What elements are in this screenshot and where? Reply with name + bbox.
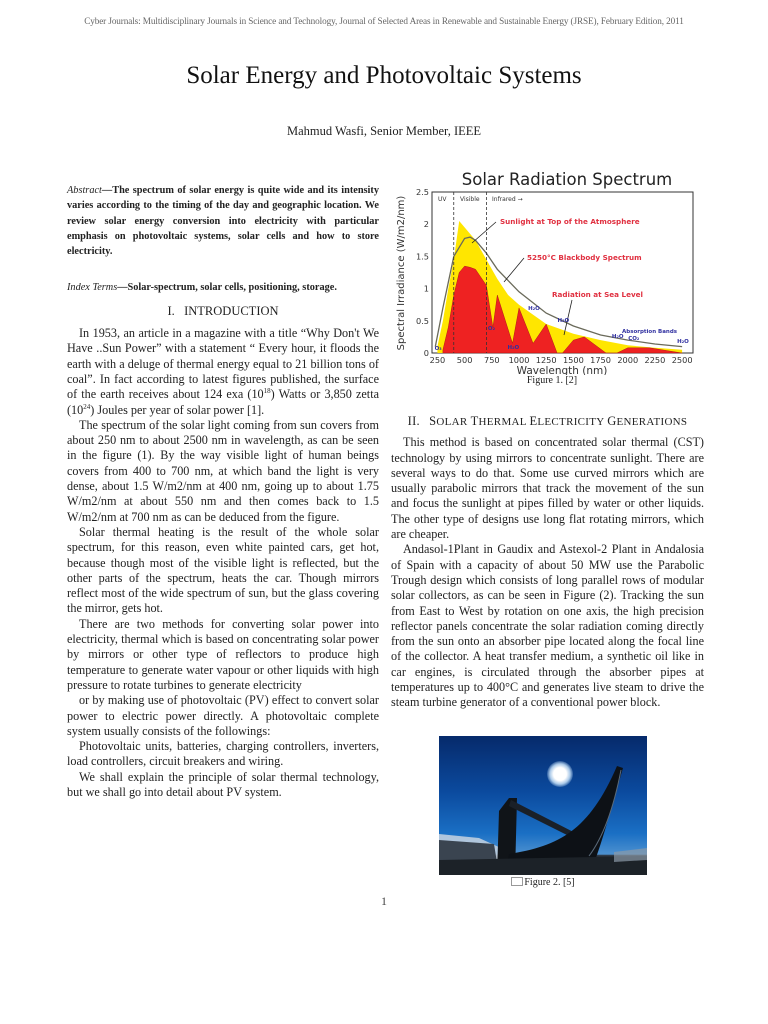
figure-2-caption [439, 877, 647, 888]
paragraph: There are two methods for converting solar power into electricity, thermal which is based on concentrating solar power by mirrors or other type of reflectors to produce high temperature to generate water vapour or other liquids with high pressure to rotate turbines to generate electricity [67, 616, 379, 692]
paragraph: or by making use of photovoltaic (PV) effect to convert solar power to electric power directly. A photovoltaic complete system usually consists of the followings: [67, 693, 379, 738]
svg-text:2: 2 [423, 219, 429, 230]
svg-text:0.5: 0.5 [415, 315, 429, 326]
paragraph: Photovoltaic units, batteries, charging controllers, inverters, load controllers, circuit breakers and wiring. [67, 739, 379, 769]
abstract [67, 183, 379, 259]
svg-text:500: 500 [456, 355, 473, 365]
y-axis-label: Spectral Irradiance (W/m2/nm) [396, 195, 407, 351]
index-terms-lead: Index Terms [67, 282, 118, 294]
svg-text:750: 750 [483, 355, 500, 365]
paragraph: We shall explain the principle of solar thermal technology, but we shall go into detail about PV system. [67, 769, 379, 799]
svg-text:1500: 1500 [562, 355, 584, 365]
heading-cap: G [607, 414, 617, 428]
svg-text:5250°C Blackbody Spectrum: 5250°C Blackbody Spectrum [527, 253, 642, 262]
svg-text:1: 1 [423, 283, 429, 294]
paragraph-text: ) Watts or 3,850 zetta (10 [67, 387, 379, 417]
svg-text:O₃: O₃ [434, 346, 442, 352]
svg-text:2000: 2000 [617, 355, 639, 365]
paragraph: The spectrum of the solar light coming from sun covers from about 250 nm to about 2500 nm in wavelength, as can be seen in the figure (1). By the way visible light of human beings covers from 400 to 700 nm, at which band the light is very dense, about 1.5 W/m2/nm at 400 nm, going up to about 1.75 W/m2/nm at about 550 nm and then comes back to 1.5 W/m2/nm at 700 nm as can be deduced from the figure. [67, 417, 379, 524]
svg-text:0: 0 [423, 348, 429, 358]
superscript: 18 [263, 387, 271, 396]
figure-1-caption: Figure 1. [2] [526, 375, 578, 386]
left-column [67, 183, 379, 800]
section-heading-solar-thermal [391, 414, 704, 430]
svg-text:250: 250 [429, 355, 446, 365]
svg-text:O₂: O₂ [487, 326, 495, 332]
paper-title: Solar Energy and Photovoltaic Systems [186, 62, 582, 89]
abstract-dash: — [101, 185, 113, 196]
heading-cap: T [470, 414, 479, 428]
index-terms-dash: — [117, 282, 128, 294]
heading-cap: S [429, 414, 437, 428]
svg-text:UV: UV [438, 196, 447, 203]
index-terms-text: Solar-spectrum, solar cells, positioning, storage. [127, 282, 337, 294]
heading-sc: OLAR [436, 416, 471, 428]
heading-sc: LECTRICITY [537, 416, 608, 428]
svg-text:Absorption Bands: Absorption Bands [622, 329, 678, 335]
svg-text:H₂O: H₂O [507, 345, 520, 351]
image-placeholder-icon [511, 877, 523, 886]
parabolic-trough-photo [439, 736, 647, 875]
figure-2 [439, 736, 647, 888]
abstract-text: The spectrum of solar energy is quite wide and its intensity varies according to the timing of the day and geographic location. We review solar energy conversion into electricity with particular emphasis on photovoltaic systems, solar cells and how to store electricity. [67, 185, 379, 258]
paragraph [67, 326, 379, 418]
svg-text:2250: 2250 [644, 355, 666, 365]
paragraph: Andasol-1Plant in Gaudix and Astexol-2 Plant in Andalosia of Spain with a capacity of about 50 MW use the Parabolic Trough design which consists of long parallel rows of modular solar collectors, as can be seen in Figure (2). Tracking the sun from East to West by rotation on one axis, the high precision reflector panels concentrate the solar radiation coming directly from the sun onto an absorber pipe located along the focal line of the collector. A heat transfer medium, a synthetic oil like in car engines, is circulated through the absorber pipes at temperatures up to 400°C and generates live steam to drive the steam turbine generator of a conventional power block. [391, 542, 704, 710]
index-terms [67, 280, 379, 295]
svg-text:H₂O: H₂O [557, 318, 570, 324]
svg-text:Visible: Visible [460, 196, 480, 203]
svg-text:CO₂: CO₂ [628, 336, 640, 342]
paper-author: Mahmud Wasfi, Senior Member, IEEE [286, 124, 482, 138]
running-head: Cyber Journals: Multidisciplinary Journals in Science and Technology, Journal of Selected Areas in Renewable and Sustainable Energy (JRSE), February Edition, 2011 [84, 16, 684, 26]
superscript: 24 [83, 402, 91, 411]
paragraph-text: In 1953, an article in a magazine with a title “Why Don't We Have ..Sun Power” with a statement “ Every hour, it floods the earth with a deluge of thermal energy equal to 21 billion tons of coal”. In fact according to latest figures published, the surface of the earth receives about 124 exa (10 [67, 326, 379, 402]
svg-text:H₂O: H₂O [677, 339, 689, 345]
solar-radiation-spectrum-chart [392, 165, 712, 375]
svg-text:1.5: 1.5 [415, 251, 429, 262]
section-heading-introduction: I. INTRODUCTION [167, 303, 279, 318]
paragraph: This method is based on concentrated solar thermal (CST) technology by using mirrors to concentrate sunlight. There are several ways to do that. Some use curved mirrors which are usually parabolic mirrors that track the movement of the sun and focus the sunlight at pipes filled by water or other liquids. The other type of designs use long flat rotating mirrors, which are cheaper. [391, 435, 704, 542]
svg-text:Radiation at Sea Level: Radiation at Sea Level [552, 290, 643, 299]
svg-text:Infrared →: Infrared → [492, 196, 523, 203]
heading-sc: ENERATIONS [616, 416, 688, 428]
svg-text:H₂O: H₂O [611, 334, 624, 340]
heading-sc: HERMAL [478, 416, 530, 428]
collector-silhouette [439, 736, 647, 875]
abstract-lead: Abstract [67, 185, 102, 196]
paragraph: Solar thermal heating is the result of the whole solar spectrum, for this reason, even white painted cars, get hot, because though most of the visible light is reflected, but the other parts of the spectrum, heats the car. Though mirrors reflect most of the wide spectrum of sun, but the glass covering the mirror, gets hot. [67, 524, 379, 616]
figure-1 [392, 165, 712, 386]
paragraph-text: ) Joules per year of solar power [1]. [90, 402, 265, 417]
chart-title: Solar Radiation Spectrum [461, 170, 673, 189]
heading-cap: E [529, 414, 538, 428]
svg-text:1000: 1000 [508, 355, 530, 365]
x-axis-label: Wavelength (nm) [516, 365, 608, 375]
page-number: 1 [381, 894, 387, 908]
svg-text:2500: 2500 [671, 355, 693, 365]
svg-text:1250: 1250 [535, 355, 557, 365]
svg-text:H₂O: H₂O [528, 306, 540, 312]
figure-2-caption-text: Figure 2. [5] [524, 877, 575, 888]
svg-text:2.5: 2.5 [415, 187, 429, 197]
svg-text:1750: 1750 [590, 355, 611, 365]
right-column [391, 414, 704, 711]
section-numeral: II. [407, 414, 420, 428]
svg-text:Sunlight at Top of the Atmosph: Sunlight at Top of the Atmosphere [500, 217, 640, 226]
